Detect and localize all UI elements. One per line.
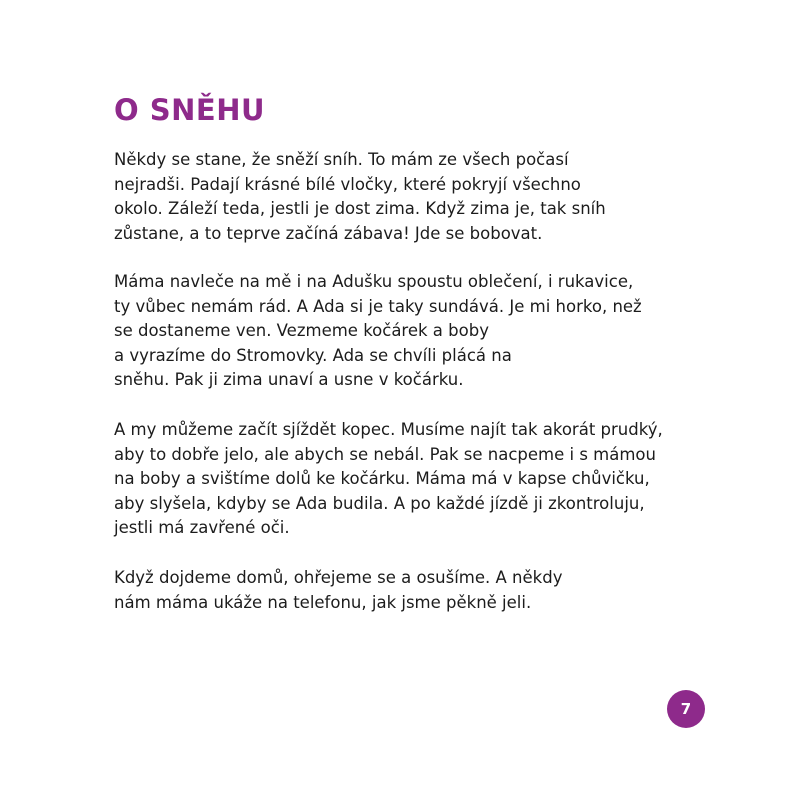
text-line: nejradši. Padají krásné bílé vločky, které pokryjí všechno: [114, 174, 581, 194]
page-number-badge: 7: [667, 690, 705, 728]
text-line: aby slyšela, kdyby se Ada budila. A po každé jízdě ji zkontroluju,: [114, 493, 645, 513]
text-line: Když dojdeme domů, ohřejeme se a osušíme. A někdy: [114, 568, 563, 587]
text-line: zůstane, a to teprve začíná zábava! Jde se bobovat.: [114, 223, 543, 243]
paragraph-3: [114, 418, 663, 541]
text-line: sněhu. Pak ji zima unaví a usne v kočárku.: [114, 370, 464, 389]
text-line: jestli má zavřené oči.: [114, 518, 290, 537]
text-line: na boby a svištíme dolů ke kočárku. Máma má v kapse chůvičku,: [114, 469, 650, 488]
paragraph-1: [114, 148, 606, 246]
text-line: nám máma ukáže na telefonu, jak jsme pěkně jeli.: [114, 592, 532, 612]
paragraph-4: [114, 566, 562, 615]
chapter-title: O SNĚHU: [114, 93, 266, 127]
text-line: a vyrazíme do Stromovky. Ada se chvíli plácá na: [114, 345, 512, 365]
text-line: Někdy se stane, že sněží sníh. To mám ze všech počasí: [114, 150, 569, 169]
text-line: ty vůbec nemám rád. A Ada si je taky sundává. Je mi horko, než: [114, 296, 642, 316]
text-line: Máma navleče na mě i na Adušku spoustu oblečení, i rukavice,: [114, 272, 634, 291]
paragraph-2: [114, 270, 642, 393]
text-line: A my můžeme začít sjíždět kopec. Musíme najít tak akorát prudký,: [114, 420, 663, 439]
text-line: aby to dobře jelo, ale abych se nebál. Pak se nacpeme i s mámou: [114, 444, 656, 464]
text-line: se dostaneme ven. Vezmeme kočárek a boby: [114, 321, 489, 340]
text-line: okolo. Záleží teda, jestli je dost zima. Když zima je, tak sníh: [114, 199, 606, 218]
